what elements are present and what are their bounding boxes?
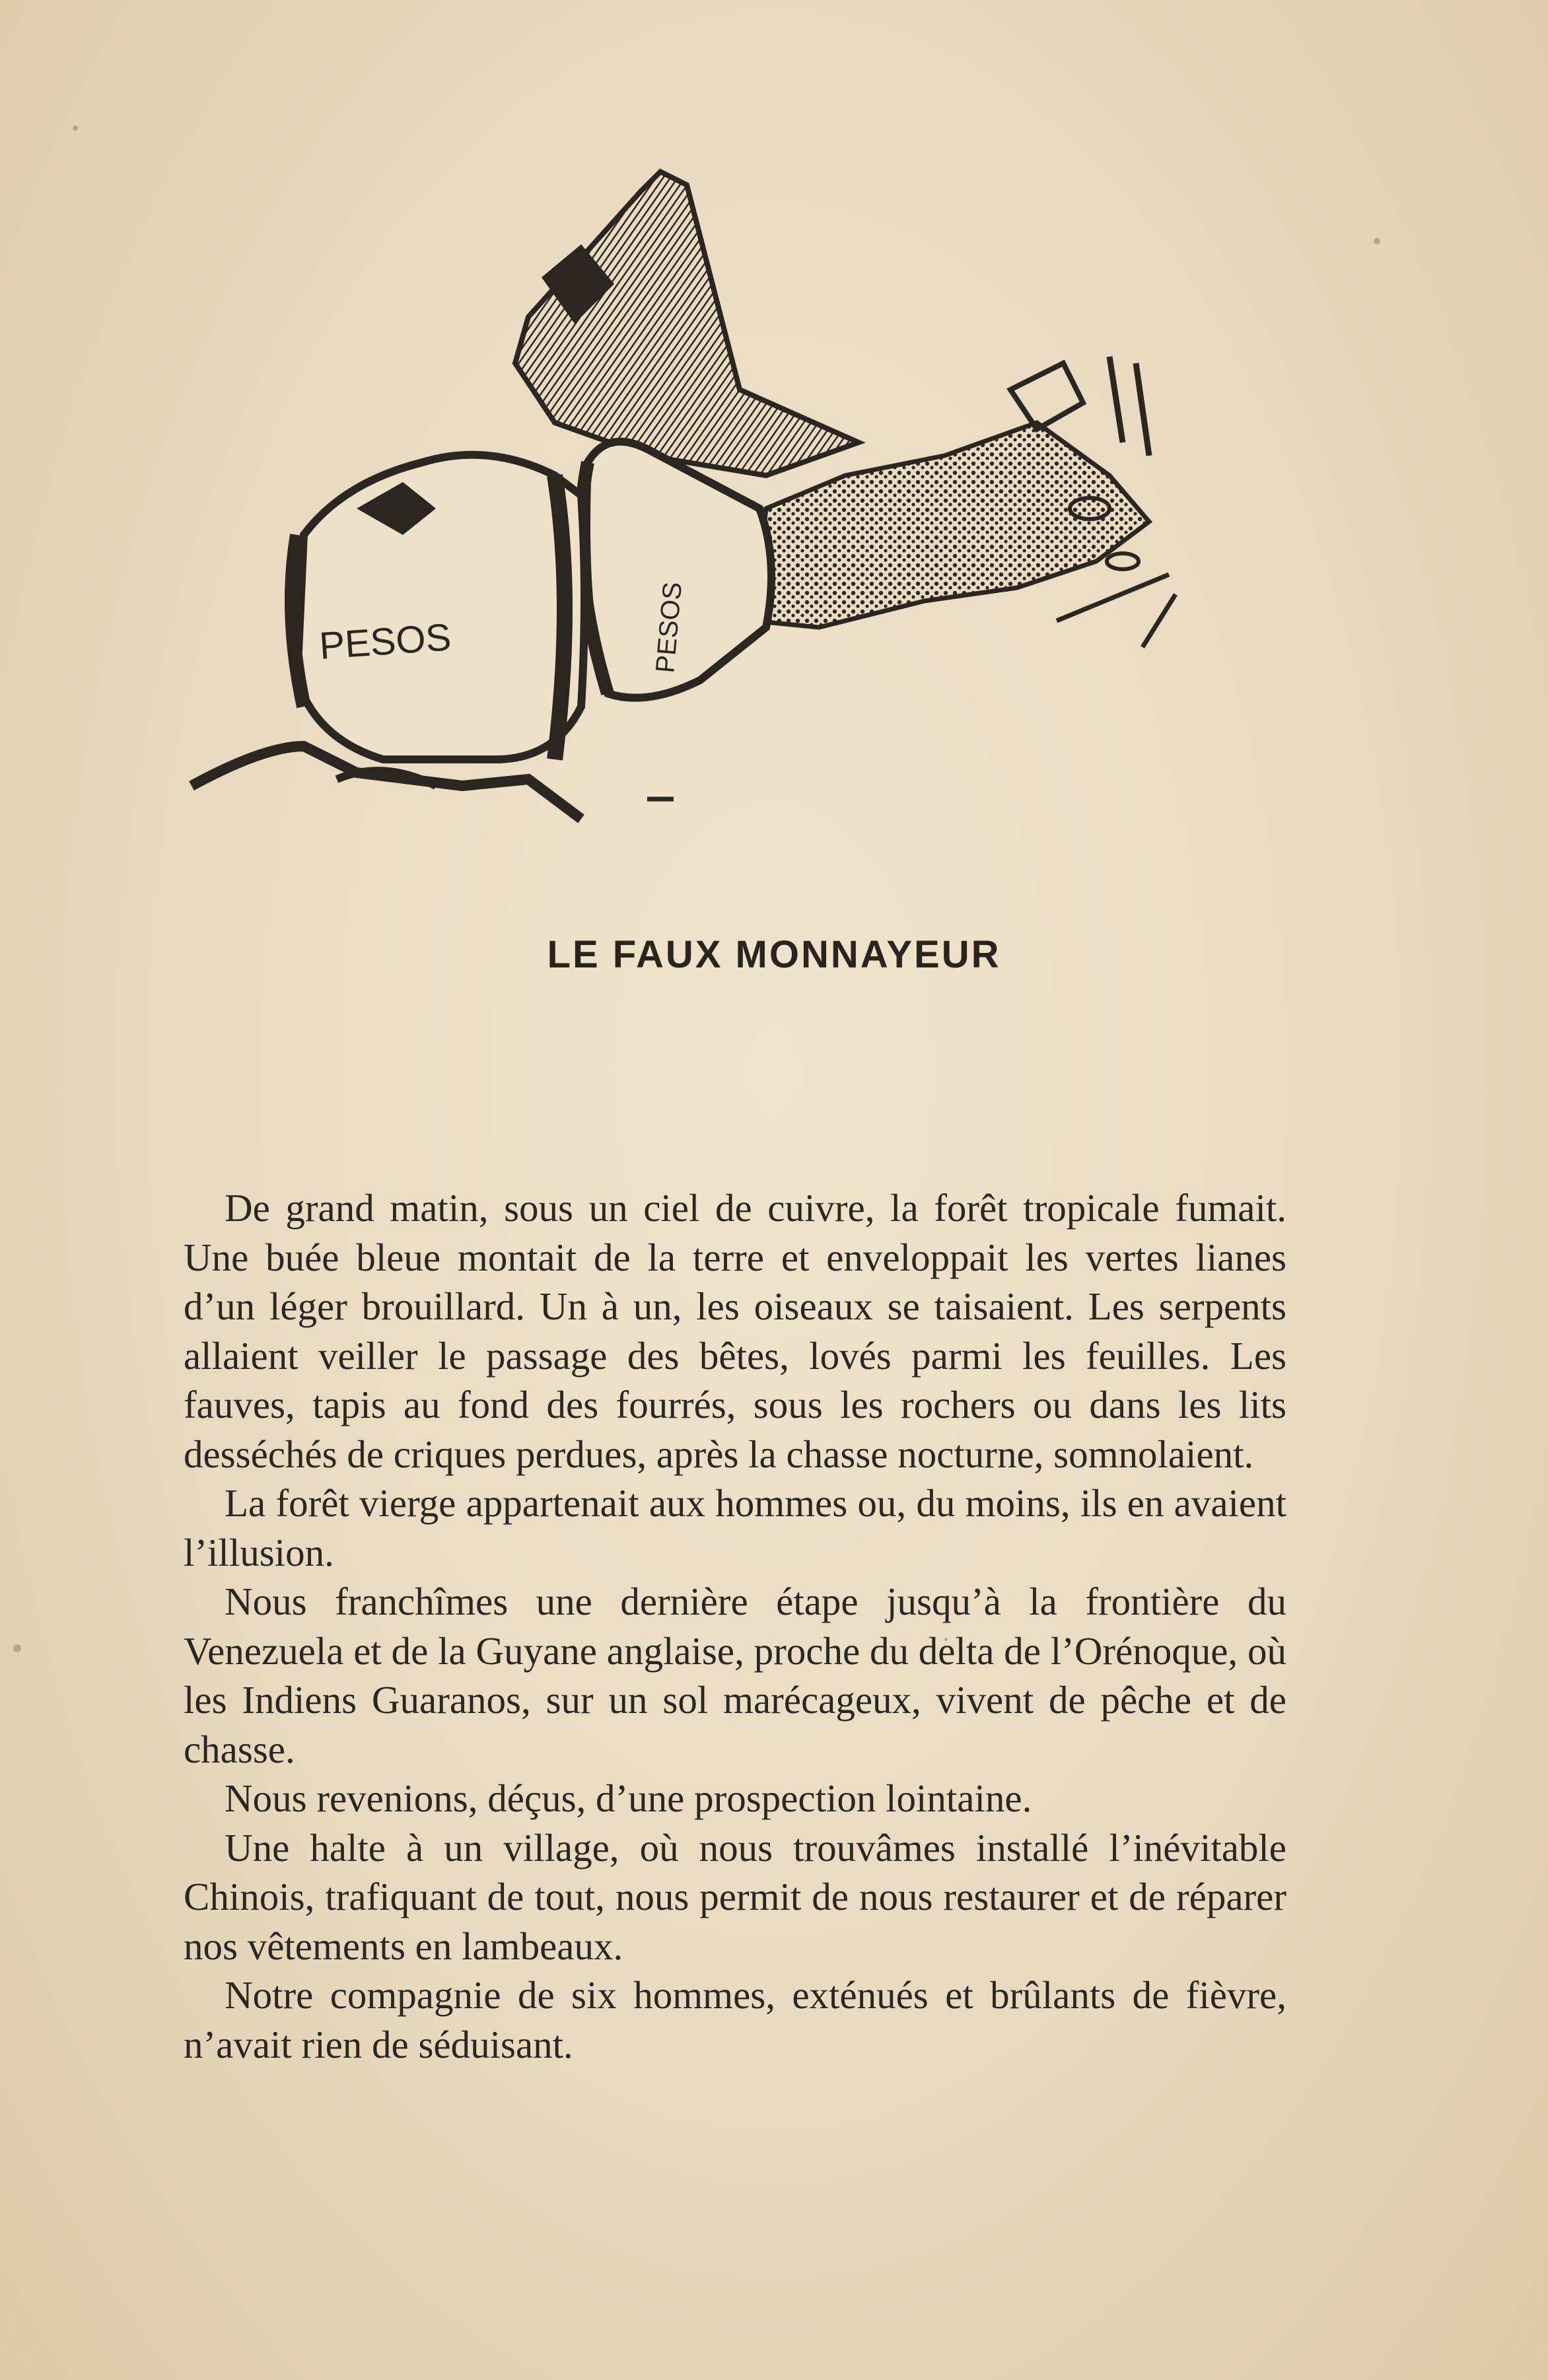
paragraph: Nous franchîmes une dernière étape jusqu’à la frontière du Venezuela et de la Guyane anglaise, proche du delta de l’Orénoque, où les Indiens Guaranos, sur un sol marécageux, vivent de pêche et de chasse. <box>184 1580 1286 1771</box>
paragraph: Nous revenions, déçus, d’une prospection lointaine. <box>225 1776 1032 1820</box>
paragraph: Une halte à un village, où nous trouvâmes installé l’inévitable Chinois, trafiquant de tout, nous permit de nous restaurer et de réparer nos vêtements en lambeaux. <box>184 1825 1286 1968</box>
money-sacks-illustration <box>185 165 1189 839</box>
money-sacks-illustration-icon <box>192 172 1176 819</box>
paper-speck <box>13 1644 21 1652</box>
body-text <box>184 1183 1286 2069</box>
sack-label-left: PESOS <box>318 615 453 668</box>
chapter-title: LE FAUX MONNAYEUR <box>547 933 1001 976</box>
paper-speck <box>73 125 78 131</box>
paragraph: De grand matin, sous un ciel de cuivre, la forêt tropicale fumait. Une buée bleue montait de la terre et enveloppait les vertes lianes d’un léger brouillard. Un à un, les oiseaux se taisaient. Les serpents allaient veiller le passage des bêtes, lovés parmi les feuilles. Les fauves, tapis au fond des fourrés, sous les rochers ou dans les lits desséchés de criques perdues, après la chasse nocturne, somnolaient. <box>184 1186 1286 1476</box>
paper-speck <box>1374 238 1380 244</box>
sack-label-middle: PESOS <box>651 580 687 674</box>
paragraph: Notre compagnie de six hommes, exténués et brûlants de fièvre, n’avait rien de séduisant. <box>184 1973 1286 2066</box>
paragraph: La forêt vierge appartenait aux hommes ou, du moins, ils en avaient l’illusion. <box>184 1481 1286 1574</box>
